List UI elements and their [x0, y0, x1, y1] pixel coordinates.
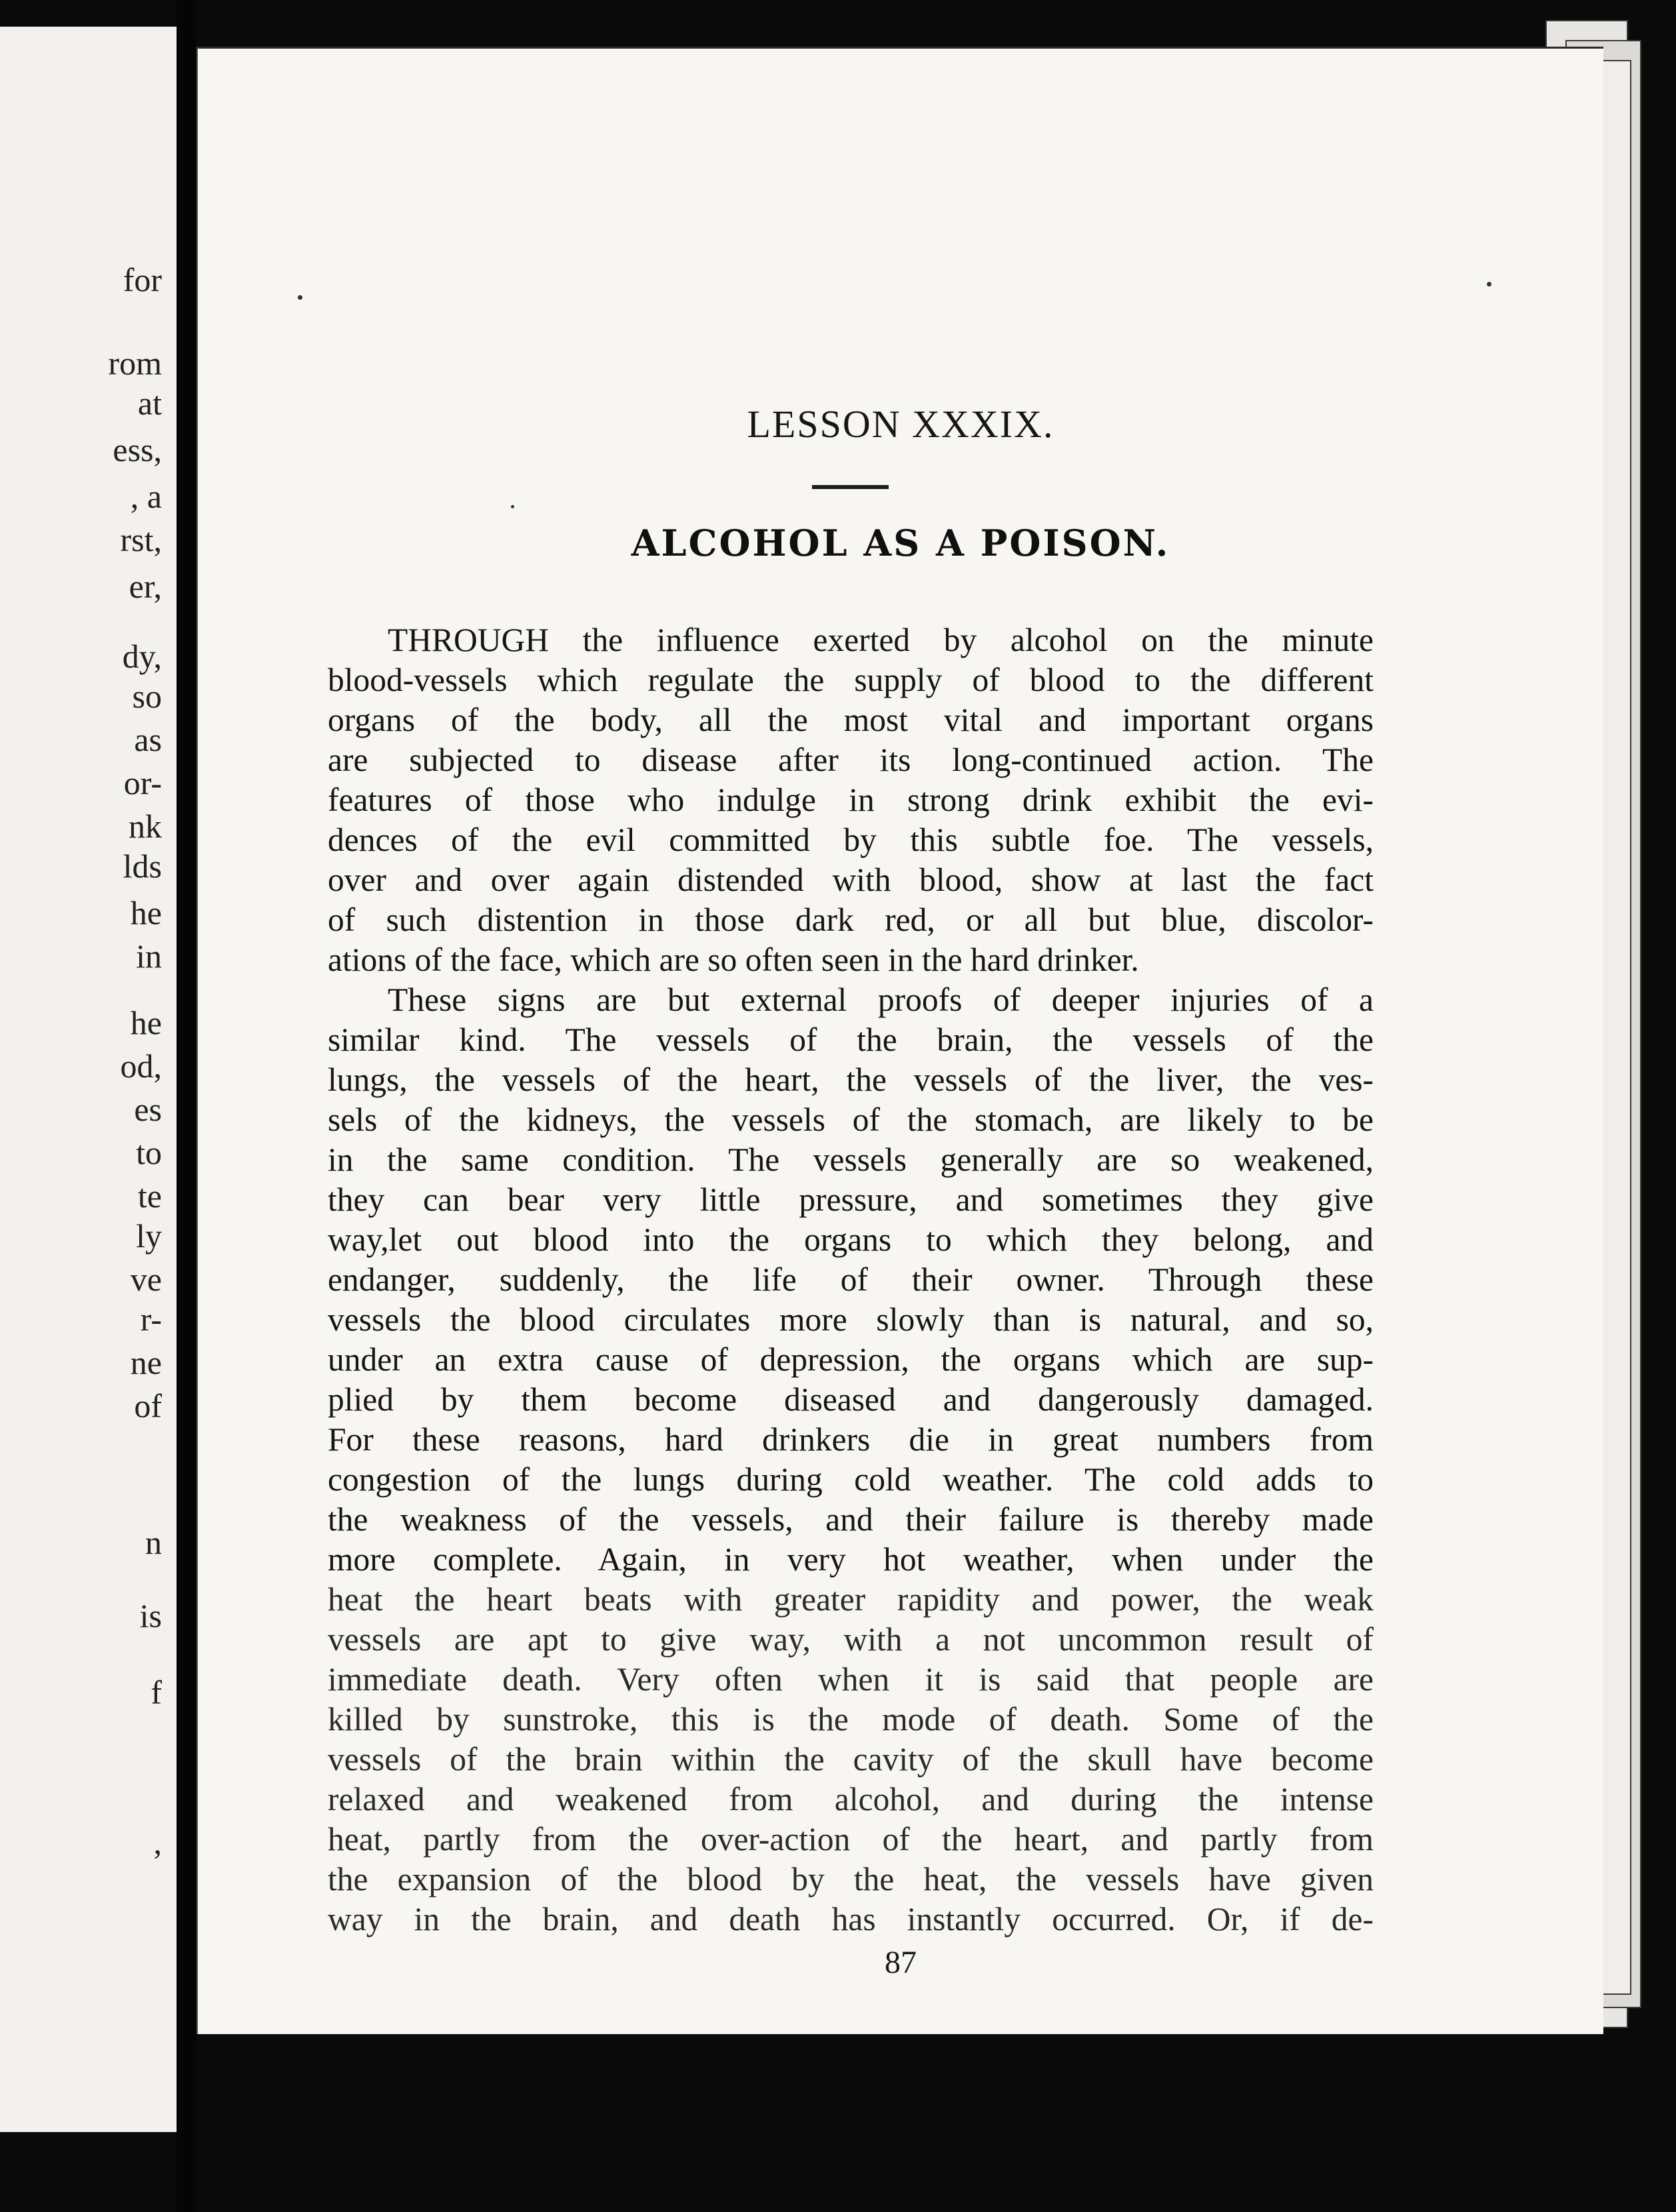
left-page-fragment: to	[136, 1134, 162, 1171]
text-line: vessels of the brain within the cavity of the skull have become	[328, 1741, 1374, 1778]
left-page-fragment: in	[136, 937, 162, 975]
text-line: in the same condition. The vessels generally are so weakened,	[328, 1141, 1374, 1178]
text-line: These signs are but external proofs of deeper injuries of a	[388, 981, 1374, 1018]
paper-speck	[298, 295, 302, 300]
left-page-fragment: te	[137, 1177, 162, 1215]
left-page-fragment: or-	[123, 764, 162, 802]
text-line: heat, partly from the over-action of the heart, and partly from	[328, 1821, 1374, 1858]
text-line: THROUGH the influence exerted by alcohol on the minute	[388, 622, 1374, 658]
text-line: ations of the face, which are so often seen in the hard drinker.	[328, 941, 1139, 978]
left-page-fragment: he	[130, 1004, 162, 1041]
text-line: over and over again distended with blood, show at last the fact	[328, 861, 1374, 898]
left-page-fragment: er,	[129, 568, 162, 605]
left-page-fragment: ne	[130, 1344, 162, 1381]
left-page-fragment: nk	[129, 808, 162, 845]
left-page-fragment: of	[134, 1387, 162, 1424]
left-page-fragment: is	[139, 1597, 162, 1634]
text-line: way in the brain, and death has instantly occurred. Or, if de-	[328, 1901, 1374, 1937]
left-page-fragment: ess,	[113, 431, 162, 468]
left-page-fragment: as	[134, 721, 162, 758]
left-page-fragment: es	[134, 1091, 162, 1128]
left-page-fragment: f	[151, 1674, 162, 1711]
left-page-fragment: rom	[108, 344, 162, 382]
left-page-fragment: r-	[140, 1301, 162, 1338]
left-page-fragment: dy,	[122, 638, 162, 675]
text-line: vessels the blood circulates more slowly than is natural, and so,	[328, 1301, 1374, 1338]
text-line: blood-vessels which regulate the supply of blood to the different	[328, 662, 1374, 698]
left-facing-page	[0, 27, 179, 2132]
lesson-title: LESSON XXXIX.	[747, 402, 1054, 446]
paper-speck	[511, 505, 514, 508]
text-line: congestion of the lungs during cold weather. The cold adds to	[328, 1461, 1374, 1498]
text-line: lungs, the vessels of the heart, the vessels of the liver, the ves-	[328, 1061, 1374, 1098]
left-page-fragment: od,	[120, 1047, 162, 1085]
left-page-fragment: ,	[153, 1824, 162, 1861]
text-line: killed by sunstroke, this is the mode of death. Some of the	[328, 1701, 1374, 1738]
text-line: For these reasons, hard drinkers die in great numbers from	[328, 1421, 1374, 1458]
text-line: relaxed and weakened from alcohol, and during the intense	[328, 1781, 1374, 1818]
title-divider	[812, 485, 889, 489]
text-line: of such distention in those dark red, or all but blue, discolor-	[328, 901, 1374, 938]
text-line: immediate death. Very often when it is said that people are	[328, 1661, 1374, 1698]
chapter-heading: ALCOHOL AS A POISON.	[631, 522, 1170, 564]
left-page-fragment: , a	[130, 478, 162, 515]
text-line: are subjected to disease after its long-continued action. The	[328, 742, 1374, 778]
text-line: features of those who indulge in strong drink exhibit the evi-	[328, 782, 1374, 818]
text-line: way,let out blood into the organs to which they belong, and	[328, 1221, 1374, 1258]
left-page-fragment: ly	[136, 1217, 162, 1255]
text-line: the weakness of the vessels, and their failure is thereby made	[328, 1501, 1374, 1538]
left-page-fragment: rst,	[120, 521, 162, 558]
text-line: they can bear very little pressure, and sometimes they give	[328, 1181, 1374, 1218]
body-text	[328, 620, 1374, 1939]
text-line: plied by them become diseased and dangerously damaged.	[328, 1381, 1374, 1418]
left-page-fragment: n	[145, 1524, 162, 1561]
left-page-fragment: ve	[130, 1261, 162, 1298]
left-page-fragment: lds	[123, 847, 162, 885]
text-line: vessels are apt to give way, with a not uncommon result of	[328, 1621, 1374, 1658]
text-line: sels of the kidneys, the vessels of the stomach, are likely to be	[328, 1101, 1374, 1138]
text-line: similar kind. The vessels of the brain, the vessels of the	[328, 1021, 1374, 1058]
text-line: endanger, suddenly, the life of their owner. Through these	[328, 1261, 1374, 1298]
text-line: organs of the body, all the most vital and important organs	[328, 702, 1374, 738]
text-line: under an extra cause of depression, the organs which are sup-	[328, 1341, 1374, 1378]
book-gutter	[177, 0, 197, 2212]
left-page-fragment: so	[132, 678, 162, 715]
text-line: dences of the evil committed by this subtle foe. The vessels,	[328, 822, 1374, 858]
paper-speck	[1487, 282, 1491, 286]
page-number: 87	[885, 1945, 917, 1980]
book-page	[197, 47, 1603, 2034]
text-line: heat the heart beats with greater rapidity and power, the weak	[328, 1581, 1374, 1618]
text-line: more complete. Again, in very hot weather, when under the	[328, 1541, 1374, 1578]
left-page-fragment: at	[137, 384, 162, 422]
left-page-fragment: he	[130, 894, 162, 931]
text-line: the expansion of the blood by the heat, the vessels have given	[328, 1861, 1374, 1898]
left-page-fragment: for	[123, 261, 162, 298]
